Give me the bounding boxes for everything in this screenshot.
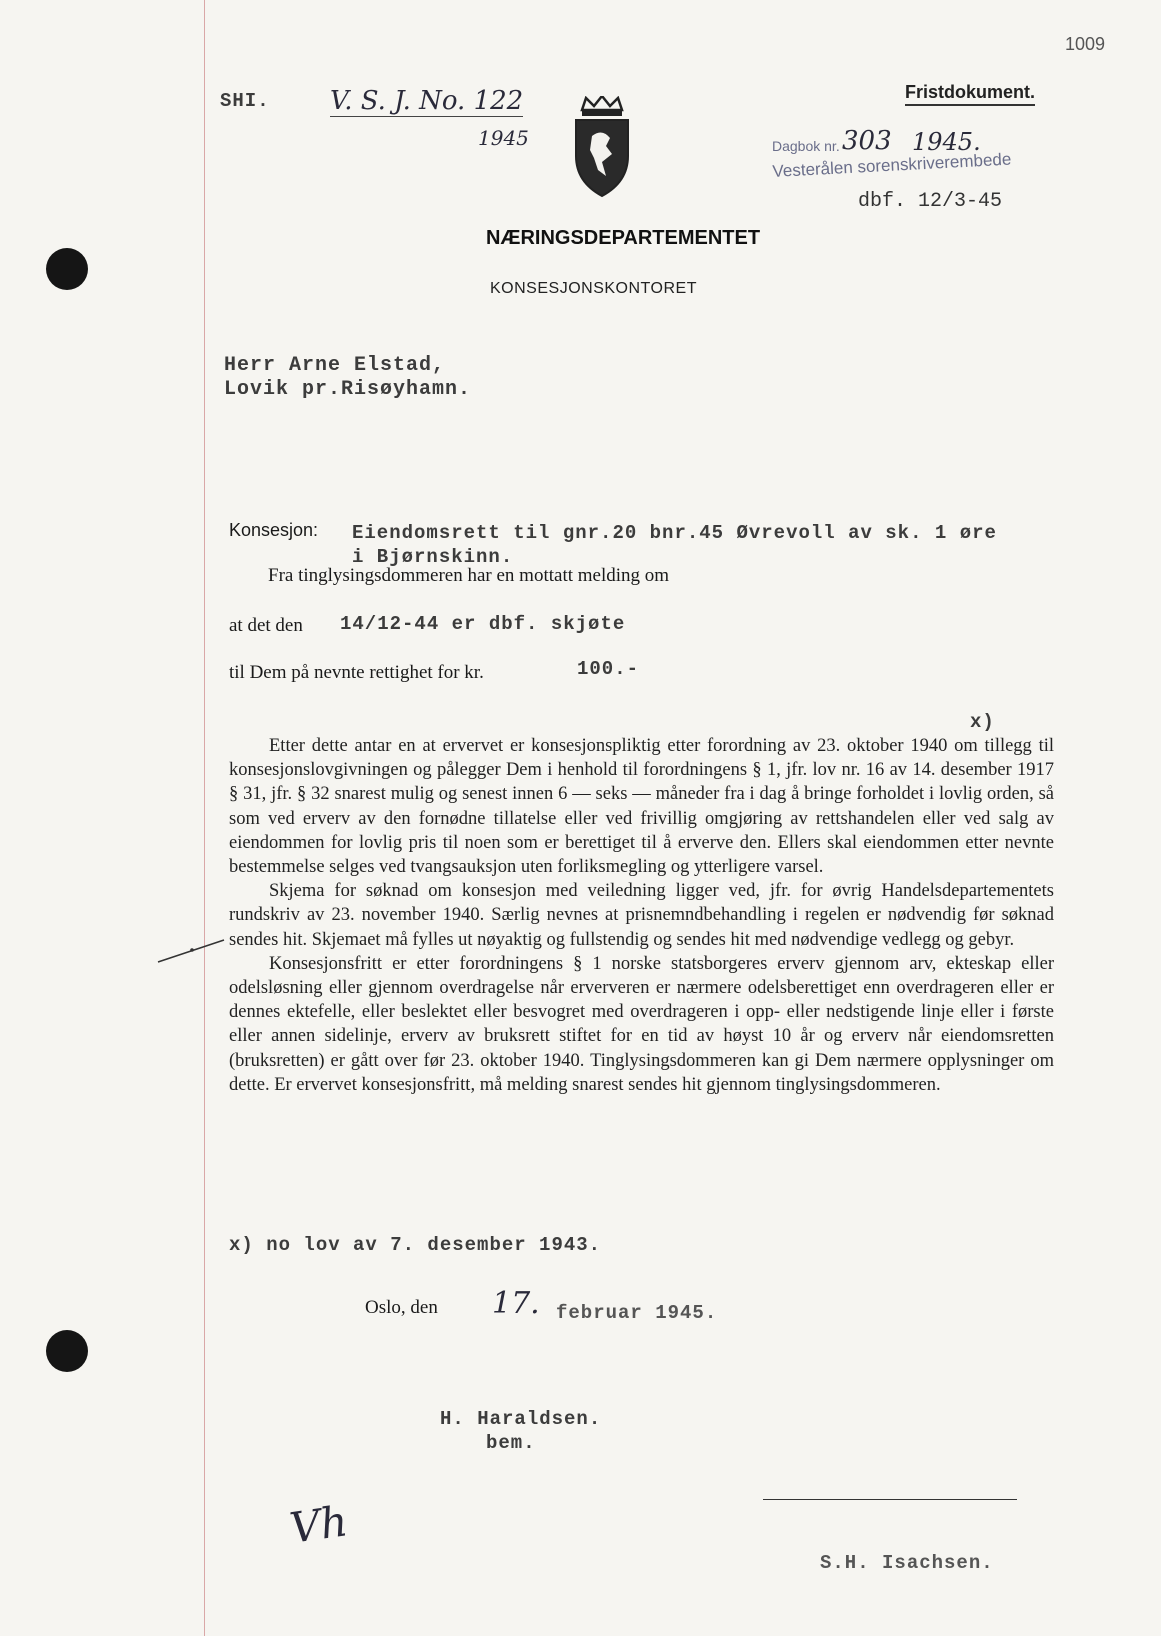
punch-hole — [46, 248, 88, 290]
ministry-title: NÆRINGSDEPARTEMENTET — [486, 227, 761, 249]
ref-handwritten: V. S. J. No. 122 — [330, 86, 524, 116]
ref-typed: SHI. — [220, 90, 270, 112]
konsesjon-typed-line1: Eiendomsrett til gnr.20 bnr.45 Øvrevoll av sk. 1 øre — [352, 522, 997, 544]
date-month-year: februar 1945. — [556, 1302, 718, 1324]
margin-mark — [156, 936, 228, 966]
stamp-dagbok-label: Dagbok nr. — [772, 138, 840, 154]
signature-right: S.H. Isachsen. — [820, 1552, 994, 1574]
dbf-date: dbf. 12/3-45 — [858, 190, 1003, 213]
form-line3-amount: 100.- — [577, 658, 640, 680]
stamp-dagbok-number: 303 — [842, 126, 892, 156]
initials-handwritten: Vh — [286, 1496, 351, 1553]
paragraph-3: Konsesjonsfritt er etter forordningens § 1 norske statsborgeres erverv gjennom arv, ekteskap eller odelsløsning eller gjennom overdragelse når erververen er nærmere odelsberettiget enn overdrageren eller er dennes ektefelle, eller beslektet eller besvogret med overdrageren i opp- eller nedstigende linje eller i første eller annen sidelinje, erverv av bruksrett stiftet for en tid av høyst 10 år og erverv når eiendomsretten (bruksretten) er gått over før 23. oktober 1940. Tinglysingsdommeren kan gi Dem nærmere opplysninger om dette. Er ervervet konsesjonsfritt, må melding snarest sendes hit gjennom tinglysingsdommeren. — [229, 953, 1054, 1095]
form-line2-typed: 14/12-44 er dbf. skjøte — [340, 613, 626, 635]
addressee-line1: Herr Arne Elstad, — [224, 354, 446, 377]
addressee-line2: Lovik pr.Risøyhamn. — [224, 378, 472, 401]
form-line1: Fra tinglysingsdommeren har en mottatt melding om — [268, 565, 670, 586]
body-text — [229, 734, 1054, 1097]
date-prefix: Oslo, den — [365, 1297, 438, 1318]
signature-name: H. Haraldsen. — [440, 1408, 602, 1430]
coat-of-arms-icon — [572, 96, 632, 200]
punch-hole — [46, 1330, 88, 1372]
stamp-office: Vesterålen sorenskriverembede — [772, 149, 1012, 181]
paragraph-2: Skjema for søknad om konsesjon med veiledning ligger ved, jfr. for øvrig Handelsdepartementets rundskriv av 23. november 1940. Særlig nevnes at prisnemndbehandling i regelen er nødvendig før søknad sendes hit. Skjemaet må fylles ut nøyaktig og fullstendig og sendes hit med nødvendige vedlegg og gebyr. — [229, 881, 1054, 950]
office-title: KONSESJONSKONTORET — [490, 280, 697, 297]
margin-line — [204, 0, 205, 1636]
konsesjon-typed-line2: i Bjørnskinn. — [352, 546, 514, 568]
paragraph-1: Etter dette antar en at ervervet er konsesjonspliktig etter forordning av 23. oktober 1940 om tillegg til konsesjonslovgivningen og pålegger Dem i henhold til forordningens § 1, jfr. lov nr. 16 av 14. desember 1917 § 31, jfr. § 32 snarest mulig og senest innen 6 — seks — måneder fra i dag å bringe forholdet i lovlig orden, så som ved erverv av den fornødne tillatelse eller ved frivillig omgjøring av rettshandelen eller ved salg av eiendommen for lovlig pris til noen som er berettiget til å erverve den. Ellers skal eiendommen etter nevnte bestemmelse selges ved tvangsauksjon uten forliksmegling og ytterligere varsel. — [229, 736, 1054, 878]
signature-title: bem. — [486, 1432, 536, 1454]
ref-year: 1945 — [478, 126, 529, 150]
document-label: Fristdokument. — [905, 82, 1035, 106]
footnote-text: x) no lov av 7. desember 1943. — [229, 1234, 602, 1256]
signature-line — [763, 1499, 1017, 1500]
form-line3-prefix: til Dem på nevnte rettighet for kr. — [229, 662, 484, 683]
page-number: 1009 — [1065, 34, 1106, 54]
konsesjon-label: Konsesjon: — [229, 520, 319, 540]
form-line2-prefix: at det den — [229, 615, 303, 636]
date-day: 17. — [492, 1286, 540, 1321]
stamp-dagbok-year: 1945. — [912, 128, 981, 156]
footnote-mark: x) — [970, 711, 995, 733]
